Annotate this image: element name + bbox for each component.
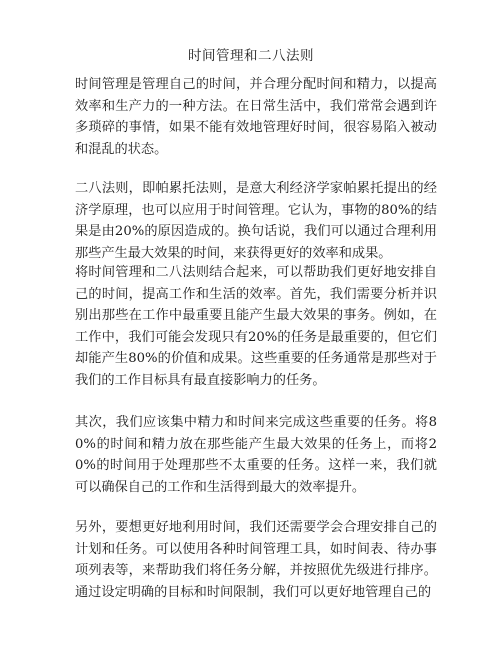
paragraph-combining: 将时间管理和二八法则结合起来，可以帮助我们更好地安排自己的时间，提高工作和生活的效率。首先，我们需要分析并识别出那些在工作中最重要且能产生最大效果的事务。例如，在工作中，我们可能会发现只有20%的任务是最重要的，但它们却能产生80%的价值和成果。这些重要的任务通常是那些对于我们的工作目标具有最直接影响力的任务。 xyxy=(75,265,437,388)
document-title: 时间管理和二八法则 xyxy=(188,48,314,64)
paragraph-focus: 其次，我们应该集中精力和时间来完成这些重要的任务。将80%的时间和精力放在那些能产生最大效果的任务上，而将20%的时间用于处理那些不太重要的任务。这样一来，我们就可以确保自己的工作和生活得到最大的效率提升。 xyxy=(75,415,437,495)
paragraph-intro: 时间管理是管理自己的时间，并合理分配时间和精力，以提高效率和生产力的一种方法。在日常生活中，我们常常会遇到许多琐碎的事情，如果不能有效地管理好时间，很容易陷入被动和混乱的状态。 xyxy=(75,77,437,157)
paragraph-planning: 另外，要想更好地利用时间，我们还需要学会合理安排自己的计划和任务。可以使用各种时间管理工具，如时间表、待办事项列表等，来帮助我们将任务分解，并按照优先级进行排序。通过设定明确的目标和时间限制，我们可以更好地管理自己的 xyxy=(75,520,437,600)
paragraph-pareto-principle: 二八法则，即帕累托法则，是意大利经济学家帕累托提出的经济学原理，也可以应用于时间管理。它认为，事物的80%的结果是由20%的原因造成的。换句话说，我们可以通过合理利用那些产生最大效果的时间，来获得更好的效率和成果。 xyxy=(75,181,437,261)
